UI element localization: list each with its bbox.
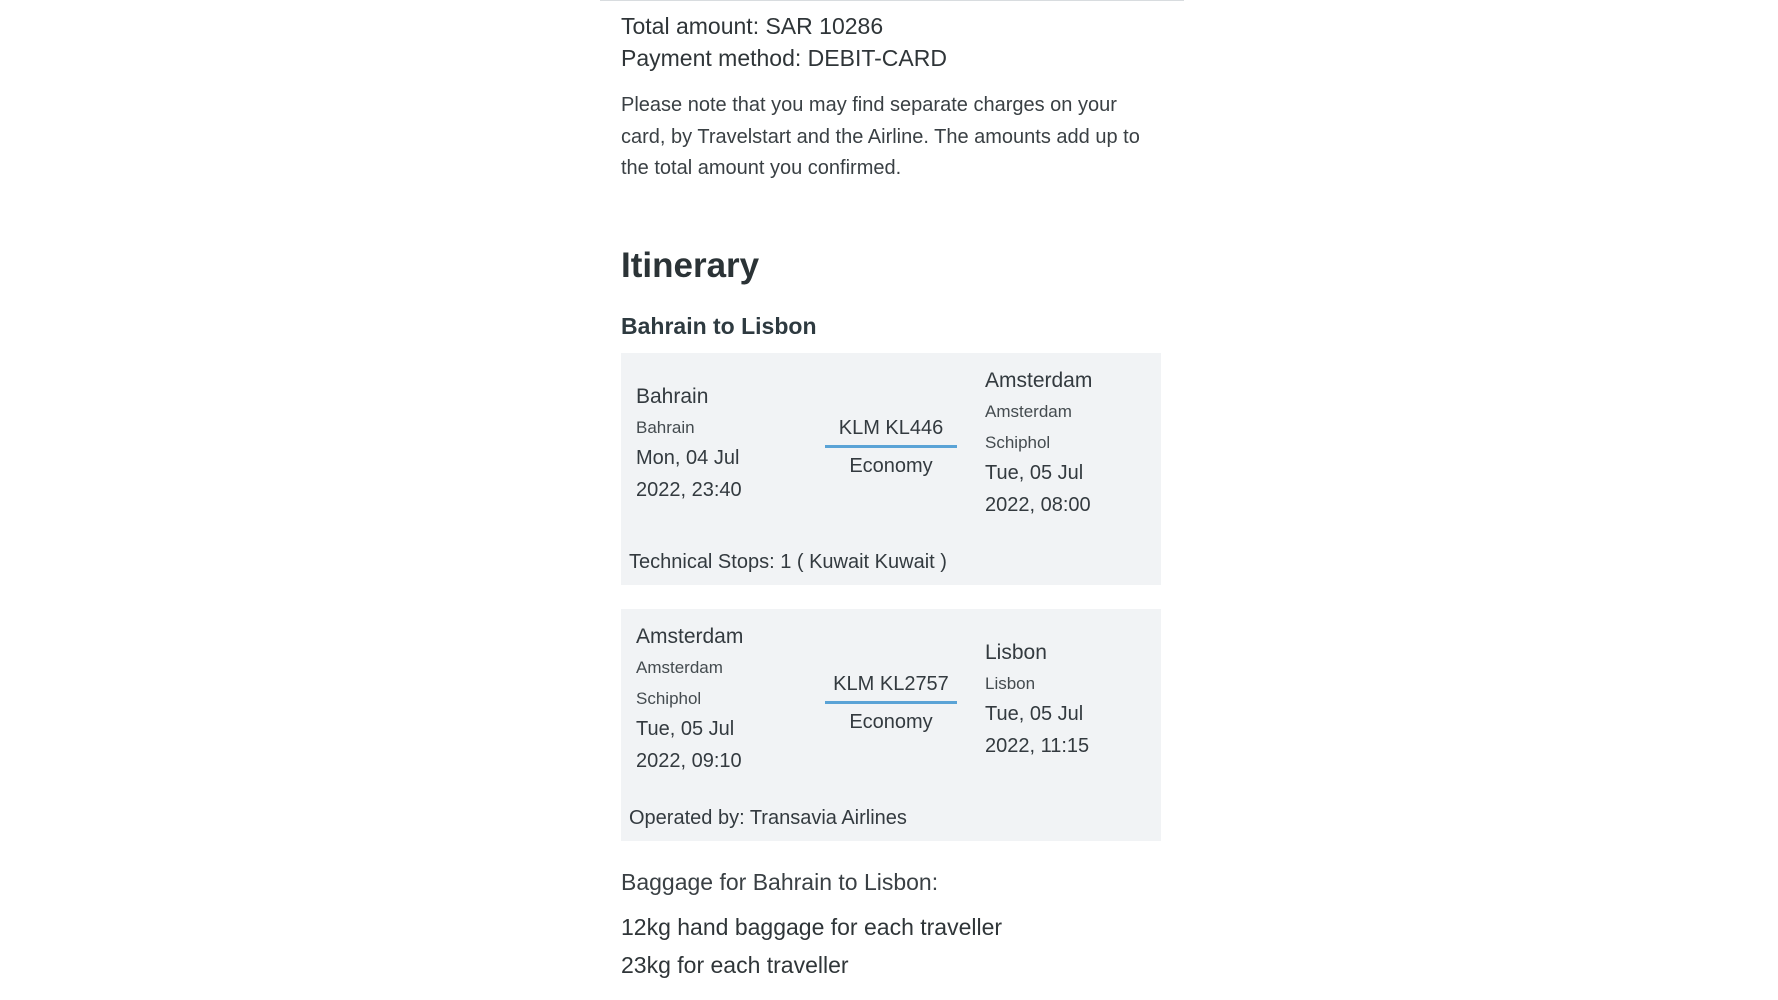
route-heading: Bahrain to Lisbon [621,313,817,339]
departure-airport: Amsterdam Schiphol [636,658,723,708]
arrival-airport: Lisbon [985,674,1036,693]
cabin-class: Economy [849,455,933,477]
arrival-city: Lisbon [985,641,1047,664]
flight-segment [621,609,1161,841]
departure-city: Amsterdam [636,625,744,648]
departure-datetime: Mon, 04 Jul 2022, 23:40 [636,447,742,501]
flight-info [825,669,957,737]
arrival-city: Amsterdam [985,369,1093,392]
baggage-item: 12kg hand baggage for each traveller [621,914,1003,940]
baggage-item: 23kg for each traveller [621,952,849,978]
flight-number: KLM KL446 [825,413,957,448]
flight-segment [621,353,1161,585]
arrival-airport: Amsterdam Schiphol [985,402,1072,452]
arrival-info [985,365,1135,521]
total-amount: Total amount: SAR 10286 [621,13,884,39]
payment-note: Please note that you may find separate charges on your card, by Travelstart and the Airline. The amounts add up to the total amount you confirmed. [621,94,1140,179]
departure-city: Bahrain [636,385,709,408]
operated-by: Operated by: Transavia Airlines [629,807,907,829]
departure-datetime: Tue, 05 Jul 2022, 09:10 [636,718,742,772]
departure-info [636,621,786,777]
arrival-datetime: Tue, 05 Jul 2022, 11:15 [985,703,1090,757]
booking-confirmation-email [600,0,1184,1000]
departure-airport: Bahrain [636,418,695,437]
payment-method: Payment method: DEBIT-CARD [621,45,947,71]
cabin-class: Economy [849,711,933,733]
departure-info [636,381,786,506]
flight-info [825,413,957,481]
flight-number: KLM KL2757 [825,669,957,704]
arrival-info [985,637,1135,762]
itinerary-heading: Itinerary [621,246,760,285]
arrival-datetime: Tue, 05 Jul 2022, 08:00 [985,462,1091,516]
technical-stops: Technical Stops: 1 ( Kuwait Kuwait ) [629,551,947,573]
baggage-heading: Baggage for Bahrain to Lisbon: [621,869,939,895]
